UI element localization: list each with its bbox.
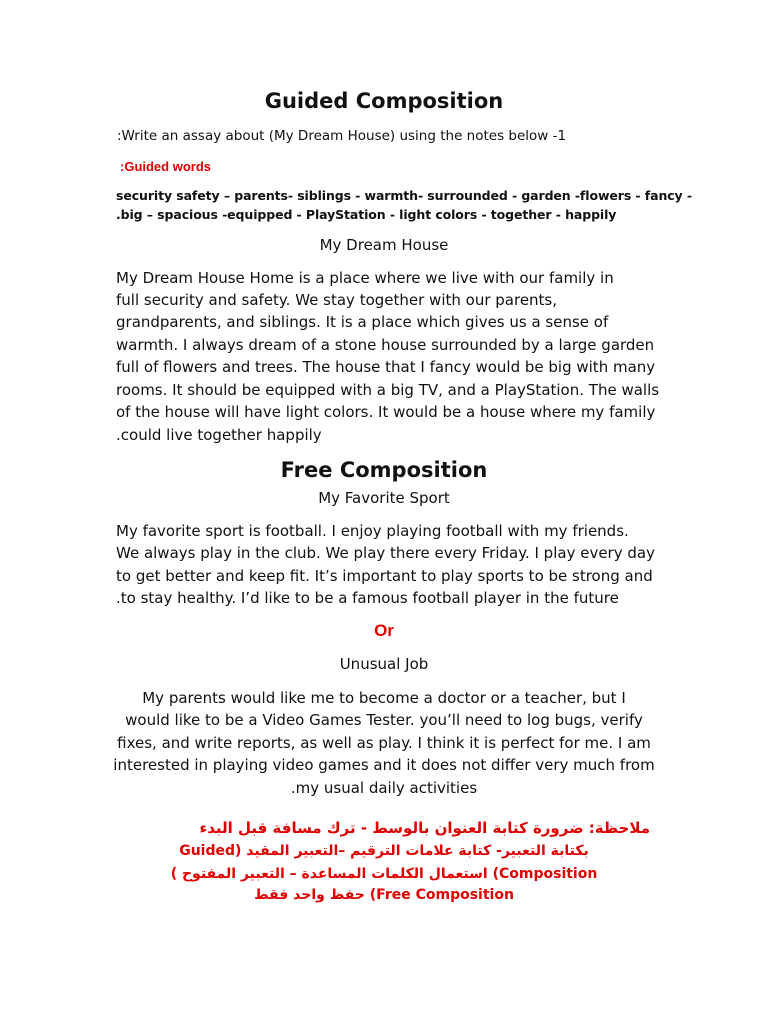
- paragraph-line: .my usual daily activities: [290, 779, 478, 797]
- paragraph-line: We always play in the club. We play there every Friday. I play every day: [116, 544, 655, 562]
- paragraph-line: My Dream House Home is a place where we live with our family in: [116, 269, 614, 287]
- guided-words-label: :Guided words: [120, 159, 211, 174]
- favorite-sport-title: My Favorite Sport: [318, 489, 450, 507]
- paragraph-line: full security and safety. We stay together with our parents,: [116, 291, 558, 309]
- paragraph-line: My parents would like me to become a doctor or a teacher, but I: [142, 689, 626, 707]
- guided-words-line-2: .big – spacious -equipped - PlayStation - light colors - together - happily: [116, 207, 617, 222]
- paragraph-line: .could live together happily: [116, 426, 322, 444]
- paragraph-line: grandparents, and siblings. It is a place which gives us a sense of: [116, 313, 609, 331]
- paragraph-line: My favorite sport is football. I enjoy playing football with my friends.: [116, 522, 629, 540]
- note-line: Free Composition) حفظ واحد فقط: [254, 887, 514, 903]
- paragraph-line: .to stay healthy. I’d like to be a famous football player in the future: [116, 589, 619, 607]
- instruction-line: :Write an assay about (My Dream House) using the notes below -1: [117, 128, 567, 144]
- paragraph-line: full of flowers and trees. The house that I fancy would be big with many: [116, 358, 656, 376]
- or-separator: Or: [374, 621, 394, 640]
- free-composition-title: Free Composition: [280, 458, 488, 482]
- note-line: ملاحظة: ضرورة كتابة العنوان بالوسط - ترك مسافة قبل البدء: [199, 819, 650, 837]
- paragraph-line: to get better and keep fit. It’s important to play sports to be strong and: [116, 567, 653, 585]
- paragraph-line: fixes, and write reports, as well as play. I think it is perfect for me. I am: [117, 734, 651, 752]
- paragraph-line: would like to be a Video Games Tester. you’ll need to log bugs, verify: [125, 711, 643, 729]
- dream-house-title: My Dream House: [319, 236, 449, 254]
- note-line: بكتابة التعبير- كتابة علامات الترقيم –التعبير المقيد (Guided: [179, 843, 589, 859]
- guided-words-line-1: security safety – parents- siblings - warmth- surrounded - garden -flowers - fancy -: [116, 188, 692, 203]
- paragraph-line: interested in playing video games and it does not differ very much from: [113, 756, 655, 774]
- paragraph-line: of the house will have light colors. It would be a house where my family: [116, 403, 656, 421]
- guided-composition-title: Guided Composition: [264, 89, 504, 113]
- note-line: Composition) استعمال الكلمات المساعدة – التعبير المفتوح ): [170, 866, 598, 882]
- paragraph-line: rooms. It should be equipped with a big TV, and a PlayStation. The walls: [116, 381, 660, 399]
- unusual-job-title: Unusual Job: [339, 655, 429, 673]
- paragraph-line: warmth. I always dream of a stone house surrounded by a large garden: [116, 336, 655, 354]
